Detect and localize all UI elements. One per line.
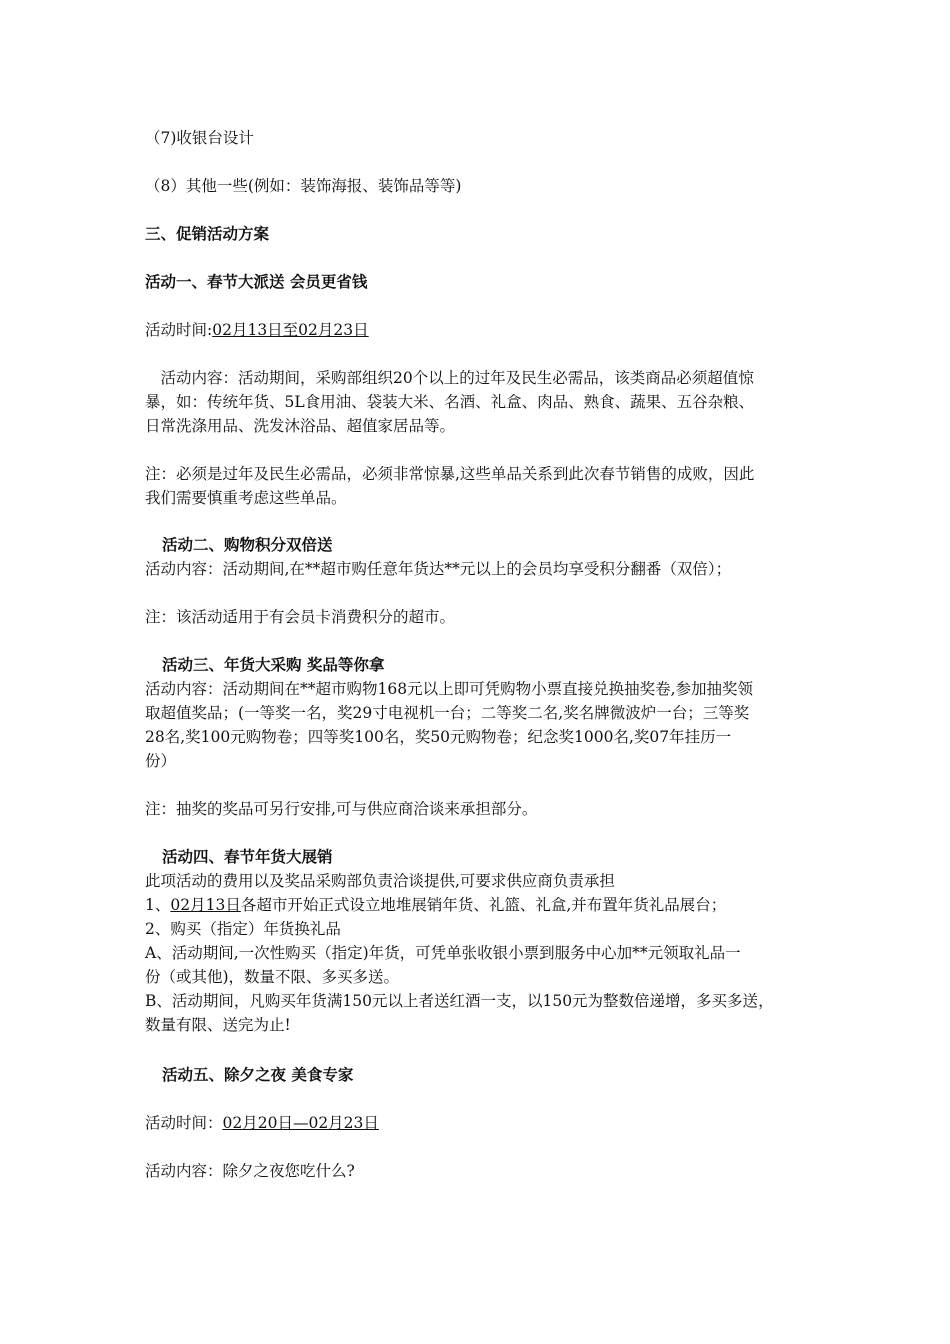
time-value: 02月13日至02月23日 [212, 321, 369, 339]
time-value: 02月20日—02月23日 [222, 1114, 379, 1132]
activity-3-note: 注：抽奖的奖品可另行安排,可与供应商洽谈来承担部分。 [145, 800, 538, 818]
activity-1-content-line: 暴，如：传统年货、5L食用油、袋装大米、名酒、礼盒、肉品、熟食、蔬果、五谷杂粮、 [145, 393, 755, 411]
activity-3-title: 活动三、年货大采购 奖品等你拿 [162, 656, 385, 674]
activity-4-content-line: 数量有限、送完为止! [145, 1016, 291, 1034]
section-heading: 三、促销活动方案 [145, 225, 270, 243]
activity-2-content: 活动内容：活动期间,在**超市购任意年货达**元以上的会员均享受积分翻番（双倍）； [145, 560, 732, 578]
list-item-8: （8）其他一些(例如：装饰海报、装饰品等等) [145, 177, 462, 195]
activity-5-content: 活动内容：除夕之夜您吃什么? [145, 1162, 355, 1180]
activity-4-content-line: 此项活动的费用以及奖品采购部负责洽谈提供,可要求供应商负责承担 [145, 872, 615, 890]
item-text: 各超市开始正式设立地堆展销年货、礼篮、礼盒,并布置年货礼品展台； [240, 896, 727, 914]
activity-5-title: 活动五、除夕之夜 美食专家 [162, 1066, 354, 1084]
activity-4-content-line [145, 893, 726, 917]
activity-1-title: 活动一、春节大派送 会员更省钱 [145, 273, 368, 291]
activity-1-content-line: 活动内容：活动期间，采购部组织20个以上的过年及民生必需品，该类商品必须超值惊 [145, 369, 754, 387]
activity-3-content-line: 份） [145, 752, 177, 770]
activity-2-note: 注：该活动适用于有会员卡消费积分的超市。 [145, 608, 456, 626]
time-label: 活动时间: [145, 321, 213, 339]
item-number: 1、 [145, 896, 171, 914]
activity-1-note-line: 注：必须是过年及民生必需品，必须非常惊暴,这些单品关系到此次春节销售的成败，因此 [145, 465, 755, 483]
activity-4-content-line: A、活动期间,一次性购买（指定)年货，可凭单张收银小票到服务中心加**元领取礼品一 [145, 944, 741, 962]
time-label: 活动时间： [145, 1114, 223, 1132]
activity-1-content-line: 日常洗涤用品、洗发沐浴品、超值家居品等。 [145, 417, 456, 435]
list-item-7: （7)收银台设计 [145, 129, 254, 147]
activity-1-note-line: 我们需要慎重考虑这些单品。 [145, 489, 347, 507]
activity-3-content-line: 28名,奖100元购物卷；四等奖100名，奖50元购物卷；纪念奖1000名,奖07年挂历一 [145, 728, 732, 746]
activity-4-content-line: 2、购买（指定）年货换礼品 [145, 920, 341, 938]
date-value: 02月13日 [170, 896, 241, 914]
activity-4-title: 活动四、春节年货大展销 [162, 848, 333, 866]
activity-4-content-line: B、活动期间，凡购买年货满150元以上者送红酒一支，以150元为整数倍递增，多买多送， [145, 992, 774, 1010]
activity-5-time [145, 1111, 379, 1135]
activity-2-title: 活动二、购物积分双倍送 [162, 536, 333, 554]
activity-3-content-line: 活动内容：活动期间在**超市购物168元以上即可凭购物小票直接兑换抽奖卷,参加抽奖领 [145, 680, 754, 698]
activity-1-time [145, 318, 369, 342]
activity-4-content-line: 份（或其他)，数量不限、多买多送。 [145, 968, 400, 986]
activity-3-content-line: 取超值奖品；(一等奖一名，奖29寸电视机一台；二等奖二名,奖名牌微波炉一台；三等奖 [145, 704, 750, 722]
